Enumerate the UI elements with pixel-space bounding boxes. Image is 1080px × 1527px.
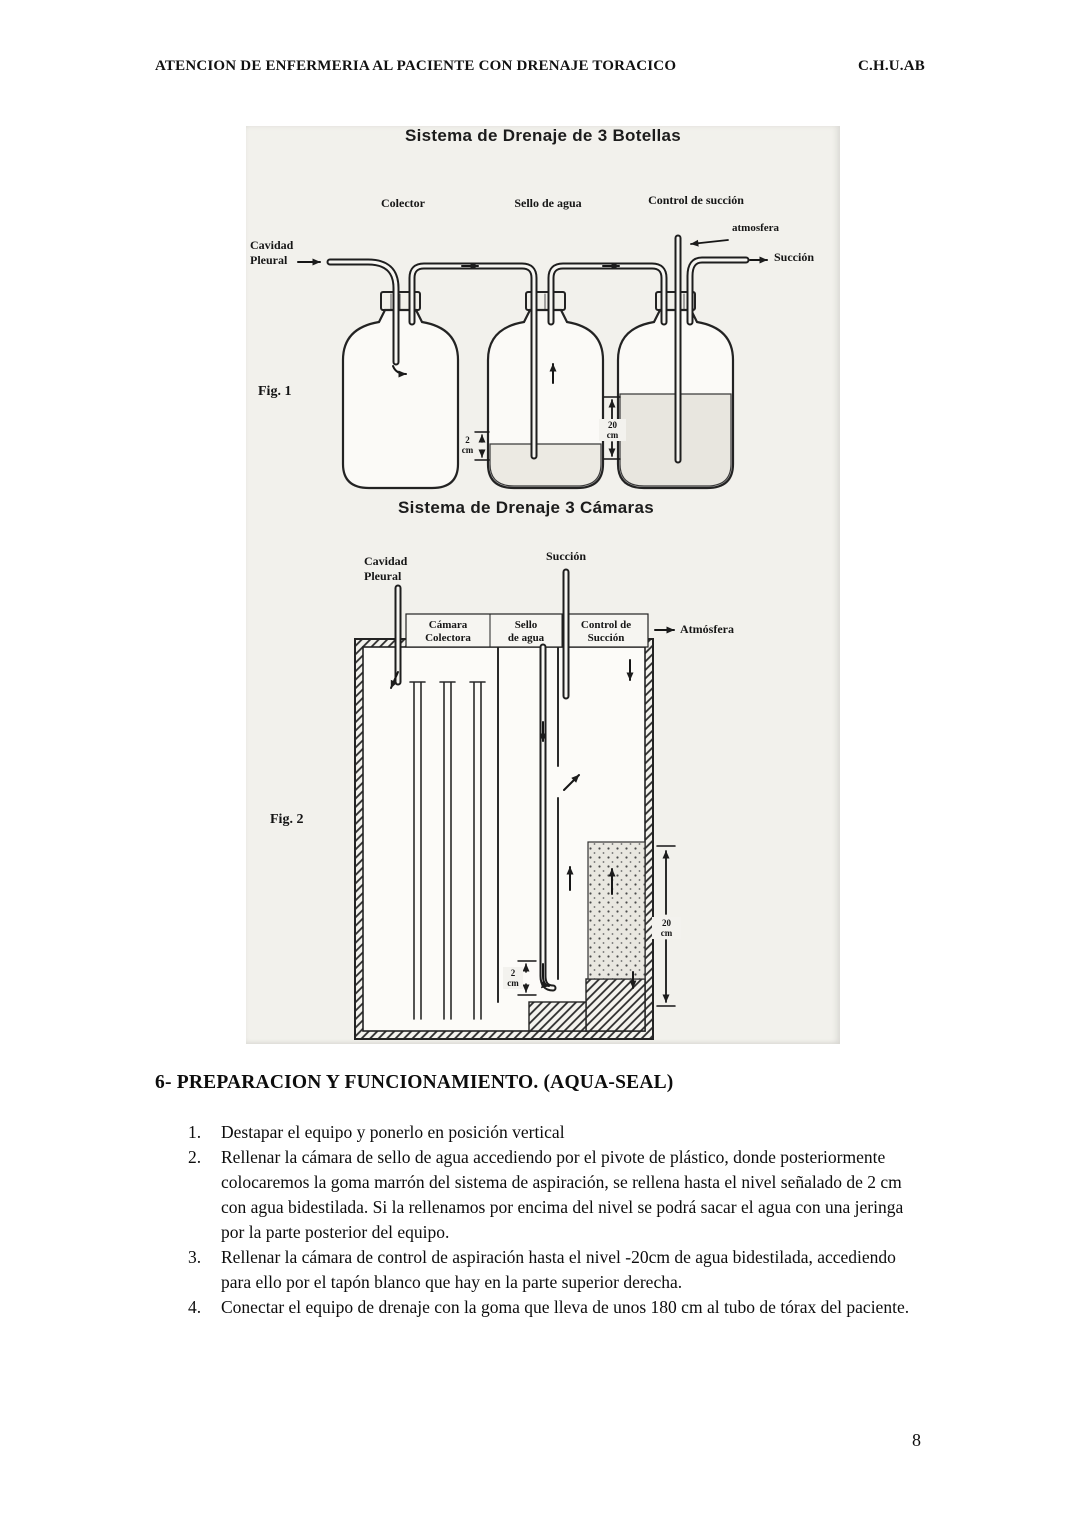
- fig2-atmosphere-label: Atmósfera: [680, 622, 734, 636]
- page-number: 8: [912, 1430, 921, 1450]
- list-item-number: 2.: [188, 1147, 202, 1167]
- fig2-suction-label: Succión: [546, 549, 587, 563]
- fig1-atmosphere-label: atmosfera: [732, 222, 780, 234]
- list-item-text: Rellenar la cámara de control de aspiración hasta el nivel -20cm de agua bidestilada, accediendo para ello por el tapón blanco que hay en la parte superior derecha.: [221, 1247, 896, 1292]
- fig2-collector-chamber-label: Cámara Colectora: [425, 619, 471, 644]
- list-item-text: Destapar el equipo y ponerlo en posición vertical: [221, 1122, 565, 1142]
- fig2-pleural-cavity-label: Cavidad Pleural: [364, 554, 408, 583]
- fig1-dim-2cm: 2 cm: [461, 435, 474, 455]
- fig1-suction-control-label: Control de succión: [648, 193, 744, 207]
- list-item: [188, 1145, 930, 1245]
- list-item-number: 3.: [188, 1247, 202, 1267]
- fig2-title: Sistema de Drenaje 3 Cámaras: [398, 498, 654, 517]
- fig2-dim-20cm: 20 cm: [652, 917, 681, 939]
- header-org: C.H.U.AB: [857, 58, 925, 74]
- list-item: [188, 1120, 930, 1145]
- section-heading: 6- PREPARACION Y FUNCIONAMIENTO. (AQUA-SEAL): [155, 1072, 674, 1093]
- fig1-diagram: [298, 238, 767, 488]
- fig1-suction-label: Succión: [774, 250, 815, 264]
- header-title: ATENCION DE ENFERMERIA AL PACIENTE CON DRENAJE TORACICO: [155, 58, 677, 74]
- fig2-dim-2cm: 2 cm: [503, 967, 523, 989]
- fig1-water-seal-label: Sello de agua: [514, 196, 582, 210]
- fig2-water-seal-label: Sello de agua: [507, 619, 545, 644]
- list-item-number: 4.: [188, 1297, 202, 1317]
- list-item-text: Rellenar la cámara de sello de agua accediendo por el pivote de plástico, donde posteriormente colocaremos la goma marrón del sistema de aspiración, se rellena hasta el nivel señalado de 2 cm con agua bidestilada. Si la rellenamos por encima del nivel se podrá sacar el agua con una jeringa por la parte posterior del equipo.: [221, 1147, 904, 1242]
- fig1-caption: Fig. 1: [258, 384, 292, 399]
- scanned-figure: [246, 126, 840, 1044]
- fig2-caption: Fig. 2: [270, 812, 304, 827]
- list-item-text: Conectar el equipo de drenaje con la goma que lleva de unos 180 cm al tubo de tórax del paciente.: [221, 1297, 910, 1317]
- fig1-dim-20cm: 20 cm: [599, 419, 626, 441]
- fig1-pleural-cavity-label: Cavidad Pleural: [250, 238, 294, 267]
- page-header: [155, 58, 925, 75]
- drainage-diagrams-drawing: [246, 126, 840, 1044]
- list-item-number: 1.: [188, 1122, 202, 1142]
- procedure-list: [188, 1120, 930, 1320]
- list-item: [188, 1245, 930, 1295]
- list-item: [188, 1295, 930, 1320]
- fig2-suction-control-label: Control de Succión: [580, 619, 632, 644]
- fig1-collector-label: Colector: [381, 196, 425, 210]
- fig1-title: Sistema de Drenaje de 3 Botellas: [404, 126, 682, 145]
